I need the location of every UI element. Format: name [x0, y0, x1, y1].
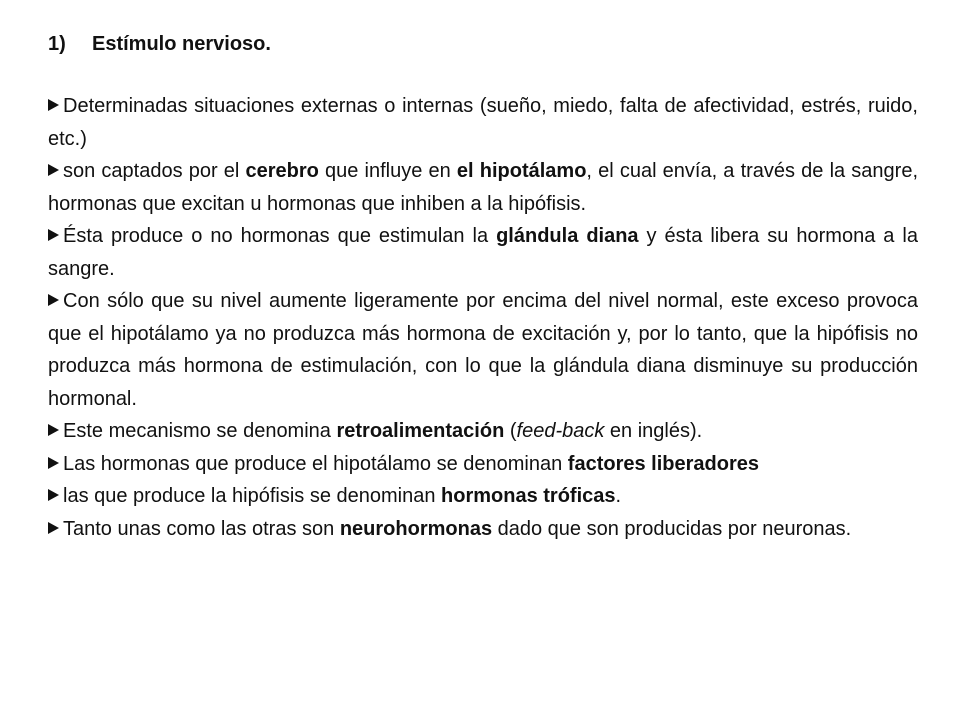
bullet-item	[48, 415, 918, 448]
bullet-text-segment: cerebro	[245, 160, 319, 182]
heading-title: Estímulo nervioso	[92, 33, 266, 55]
bullet-text-segment: retroalimentación	[336, 420, 505, 442]
bullet-text-segment: dado que son producidas por neuronas.	[492, 517, 852, 540]
bullet-list	[48, 90, 918, 545]
bullet-text-segment: que influye en	[318, 160, 457, 182]
heading-number: 1)	[48, 33, 66, 55]
arrow-bullet-icon	[48, 489, 59, 501]
bullet-item	[48, 448, 918, 481]
bullet-text-segment: y ésta libera su hormona a la sangre.	[48, 225, 918, 280]
bullet-text-segment: (	[504, 420, 517, 442]
bullet-text-segment: Con sólo que su nivel aumente ligeramente por encima del nivel normal, este exceso provoca que el hipotálamo ya no produzca más hormona de excitación y, por lo tanto, que la hipófisis no produzca más hormona de estimulación, con lo que la glándula diana disminuye su producción hormonal.	[48, 290, 918, 410]
bullet-text-segment: son captados por el	[63, 160, 246, 182]
bullet-text-segment: Este mecanismo se denomina	[63, 420, 337, 442]
arrow-bullet-icon	[48, 294, 59, 306]
bullet-text-segment: hormonas tróficas	[441, 485, 616, 507]
bullet-item	[48, 90, 918, 155]
bullet-text-segment: glándula diana	[496, 225, 639, 247]
heading-period: .	[265, 33, 271, 55]
bullet-text-segment: feed-back	[516, 420, 605, 442]
section-heading	[48, 30, 271, 58]
bullet-text-segment: Tanto unas como las otras son	[63, 517, 340, 540]
bullet-text-segment: neurohormonas	[339, 517, 493, 540]
bullet-item	[48, 513, 918, 546]
arrow-bullet-icon	[48, 522, 59, 534]
arrow-bullet-icon	[48, 424, 59, 436]
arrow-bullet-icon	[48, 99, 59, 111]
bullet-text-segment: factores liberadores	[567, 452, 759, 475]
arrow-bullet-icon	[48, 457, 59, 469]
bullet-item	[48, 285, 918, 415]
arrow-bullet-icon	[48, 229, 59, 241]
bullet-text-segment: , el cual envía, a través de la sangre, hormonas que excitan u hormonas que inhiben a la hipófisis.	[48, 160, 919, 215]
bullet-text-segment: el hipotálamo	[456, 160, 587, 182]
bullet-text-segment: en inglés).	[604, 420, 703, 442]
arrow-bullet-icon	[48, 164, 59, 176]
bullet-text-segment: Ésta produce o no hormonas que estimulan la	[63, 225, 497, 247]
bullet-item	[48, 155, 918, 220]
bullet-text-segment: Determinadas situaciones externas o internas (sueño, miedo, falta de afectividad, estrés, ruido, etc.)	[48, 95, 918, 150]
bullet-text-segment: las que produce la hipófisis se denominan	[63, 485, 442, 507]
bullet-item	[48, 480, 918, 513]
bullet-item	[48, 220, 918, 285]
bullet-text-segment: Las hormonas que produce el hipotálamo se denominan	[63, 452, 568, 475]
bullet-text-segment: .	[615, 485, 622, 507]
